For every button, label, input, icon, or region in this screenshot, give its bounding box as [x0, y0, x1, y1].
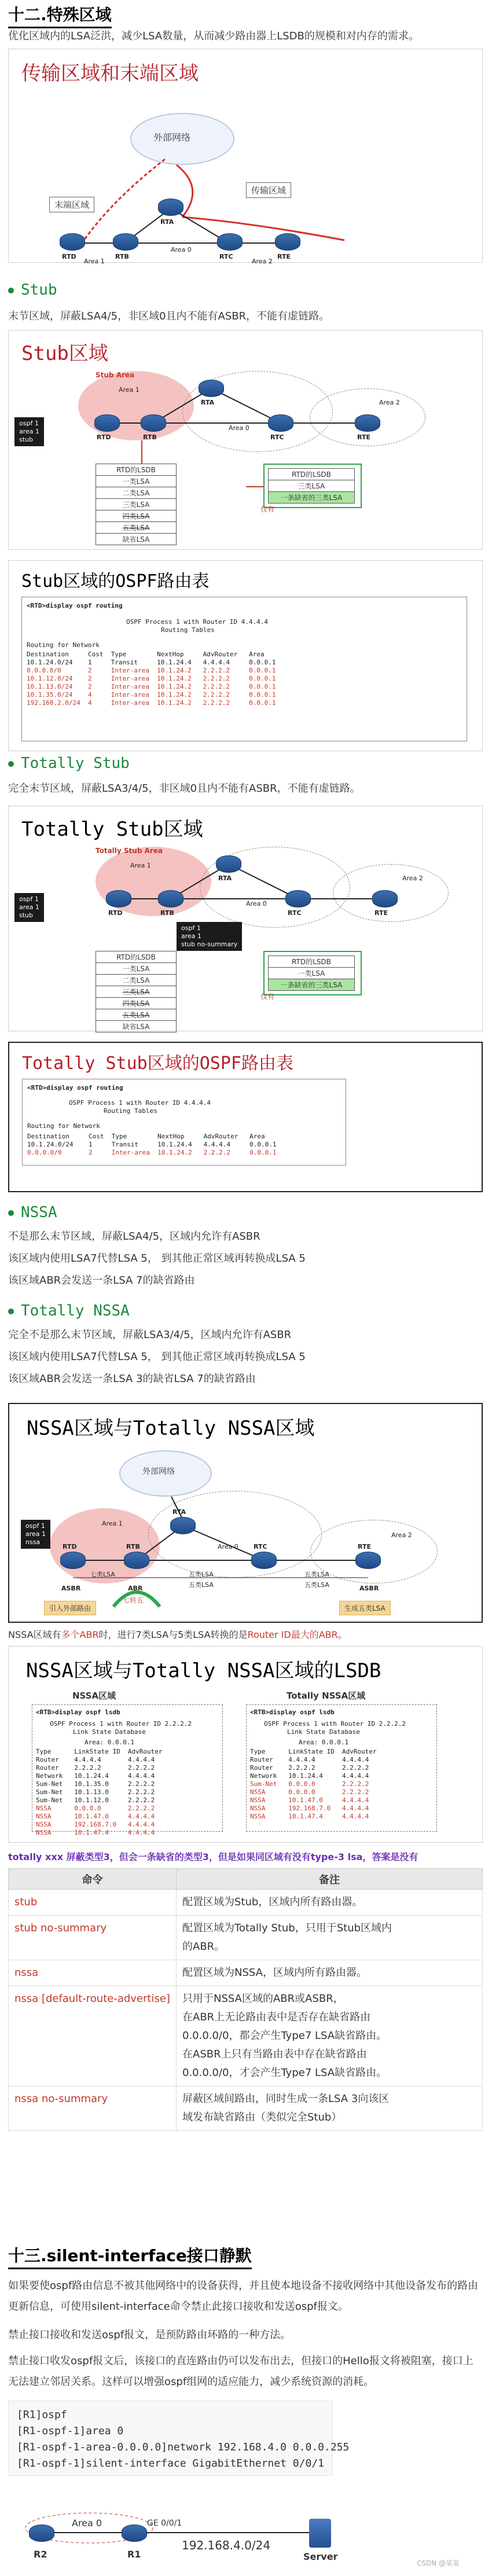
router-icon	[275, 233, 300, 251]
watermark: CSDN @某某	[417, 2559, 460, 2567]
area-label: Area 1	[84, 258, 105, 265]
routing-row: 0.0.0.0/0 2 Inter-area 10.1.24.2 2.2.2.2 0.0.0.1	[27, 1149, 288, 1156]
note-label: 仅有	[260, 993, 275, 1001]
lsdb-header-row: Type LinkState ID AdvRouter	[250, 1748, 381, 1755]
nssa-line: 该区域内使用LSA7代替LSA 5， 到其他正常区域再转换成LSA 5	[8, 1252, 306, 1265]
lsdb-row: 一类LSA	[269, 968, 355, 979]
note-cell: 只用于NSSA区域的ABR或ASBR， 在ABR上无论路由表中是否存在缺省路由 0.0.0.0/0，都会产生Type7 LSA缺省路由。 在ASBR上只有当路由表中存在缺省路由 0.0.0.0/0，才会产生Type7 LSA缺省路由。	[177, 1986, 483, 2086]
router-icon	[355, 1552, 381, 1569]
lsdb-after-box	[263, 951, 362, 995]
lsdb-row: NSSA 10.1.47.0 4.4.4.4	[250, 1796, 381, 1804]
router-label: RTB	[160, 909, 174, 917]
router-label: RTB	[126, 1543, 140, 1550]
silent-topology	[8, 2486, 379, 2573]
cmd-table	[8, 1868, 483, 2131]
lsdb-code-left: <RTB>display ospf lsdb OSPF Process 1 with Router ID 2.2.2.2 Link State Database Area: 0.0.0.1 Type LinkState ID AdvRouter Router 4.4.4.4 4.4.4.4 Router 2.2.2.2 2.2.2.2 Network 10.1.24.4 4.4.4.4 Sum-Net 10.1.35.0 2.2.2.2 Sum-Net 10.1.13.0 2.2.2.2 Sum-Net 10.1.12.0 2.2.2.2 NSSA 0.0.0.0 2.2.2.2 NSSA 10.1.47.0 4.4.4.4 NSSA 192.168.7.0 4.4.4.4 NSSA 10.1.47.4 4.4.4.4	[32, 1704, 223, 1832]
lsdb-row: 四类LSA	[96, 510, 177, 522]
config-box: ospf 1 area 1 stub	[14, 893, 44, 922]
lsdb-after-box	[263, 464, 362, 508]
area-label: Area 0	[246, 900, 267, 907]
lsdb-row: Router 4.4.4.4 4.4.4.4	[36, 1756, 167, 1763]
stub-diagram	[8, 330, 483, 550]
router-icon	[158, 890, 183, 907]
table-header: 命令	[9, 1869, 177, 1890]
lsdb-row: NSSA 192.168.7.0 4.4.4.4	[250, 1805, 381, 1812]
lsdb-row: Sum-Net 10.1.13.0 2.2.2.2	[36, 1788, 167, 1796]
routing-header-row: Destination Cost Type NextHop AdvRouter Area	[27, 1133, 288, 1140]
lsdb-row: 一类LSA	[96, 963, 177, 975]
router-label: RTA	[218, 874, 232, 882]
lsdb-row: NSSA 10.1.47.4 4.4.4.4	[36, 1829, 167, 1836]
router-icon	[268, 414, 293, 432]
stub-routing-slide	[8, 560, 483, 751]
router-label: RTB	[115, 253, 129, 260]
server-icon	[309, 2519, 331, 2548]
note-cell: 配置区域为Totally Stub，只用于Stub区域内 的ABR。	[177, 1916, 483, 1960]
lsdb-row: NSSA 10.1.47.4 4.4.4.4	[250, 1813, 381, 1820]
note-cell: 配置区域为NSSA，区域内所有路由器。	[177, 1960, 483, 1986]
totally-nssa-line: 该区域ABR会发送一条LSA 3的缺省LSA 7的缺省路由	[8, 1373, 256, 1385]
totally-stub-heading: Totally Stub	[8, 755, 130, 772]
diagram-title: NSSA区域与Totally NSSA区域	[27, 1417, 315, 1440]
node-label: R2	[34, 2549, 47, 2560]
lsdb-row: 缺省LSA	[96, 534, 177, 545]
area-label: Area 2	[391, 1531, 412, 1539]
area-label: Area 0	[171, 246, 192, 253]
router-label: RTD	[108, 909, 123, 917]
lsdb-row: Router 2.2.2.2 2.2.2.2	[250, 1764, 381, 1772]
router-icon	[122, 2524, 147, 2542]
totally-stub-diagram	[8, 806, 483, 1031]
router-label: RTC	[254, 1543, 267, 1550]
nssa-heading: NSSA	[8, 1204, 57, 1221]
routing-row: 10.1.13.0/24 2 Inter-area 10.1.24.2 2.2.2.2 0.0.0.1	[27, 683, 288, 690]
lsa-label: 五类LSA	[189, 1571, 214, 1578]
lsdb-row: NSSA 192.168.7.0 4.4.4.4	[36, 1821, 167, 1828]
table-row	[9, 1986, 483, 2086]
lsdb-title: RTD的LSDB	[96, 951, 177, 963]
lsa-label: 五类LSA	[304, 1571, 329, 1578]
area-label: Area 0	[229, 424, 249, 432]
lsdb-row: Router 2.2.2.2 2.2.2.2	[36, 1764, 167, 1772]
area-label: Area 2	[379, 399, 400, 406]
routing-row: 10.1.24.0/24 1 Transit 10.1.24.4 4.4.4.4 0.0.0.1	[27, 659, 288, 666]
lsdb-title: RTD的LSDB	[96, 464, 177, 476]
router-label: RTA	[201, 399, 215, 406]
diagram-title: 传输区域和末端区域	[21, 62, 199, 85]
nssa-lsdb-slide	[8, 1646, 483, 1843]
table-row	[9, 1916, 483, 1960]
area-label: Area 1	[119, 386, 139, 394]
lsdb-table-before	[96, 464, 177, 545]
lsdb-title: RTD的LSDB	[269, 469, 355, 480]
config-box: ospf 1 area 1 stub no-summary	[177, 922, 242, 951]
totally-stub-routing-slide	[8, 1042, 483, 1192]
area-tag: Totally Stub Area	[96, 847, 163, 855]
area-label: Area 1	[130, 862, 151, 869]
role-label: ASBR	[359, 1585, 379, 1592]
table-row	[9, 1960, 483, 1986]
topology-links	[9, 49, 483, 263]
right-tag: 生成五类LSA	[339, 1601, 391, 1615]
router-icon	[141, 414, 166, 432]
config-box: ospf 1 area 1 nssa	[21, 1520, 50, 1549]
cloud-label: 外部网络	[153, 132, 191, 143]
routing-code: <RTD>display ospf routing OSPF Process 1 with Router ID 4.4.4.4 Routing Tables Routing for Network Destination Cost Type NextHop AdvRouter Area 10.1.24.0/24 1 Transit 10.1.24.4 4.4.4.4 0.0.0.1 0.0.0.0/0 2 Inter-area 10.1.24.2 2.2.2.2 0.0.0.1	[22, 1079, 346, 1166]
nssa-diagram	[8, 1403, 483, 1623]
lsdb-row: Sum-Net 10.1.35.0 2.2.2.2	[36, 1780, 167, 1788]
router-icon	[158, 199, 183, 216]
cmd-cell: stub	[9, 1890, 177, 1916]
lsdb-header-row: Type LinkState ID AdvRouter	[36, 1748, 167, 1755]
node-label: Server	[303, 2551, 338, 2562]
config-code: [R1]ospf [R1-ospf-1]area 0 [R1-ospf-1-area-0.0.0.0]network 192.168.4.0 0.0.0.255 [R1-ospf-1]silent-interface GigabitEthernet 0/0/1	[8, 2401, 332, 2476]
bullet-icon	[8, 1309, 14, 1314]
totally-nssa-line: 该区域内使用LSA7代替LSA 5， 到其他正常区域再转换成LSA 5	[8, 1351, 306, 1363]
lsdb-row: 三类LSA	[96, 986, 177, 998]
topology-links	[9, 330, 483, 550]
router-label: RTB	[143, 433, 157, 441]
router-label: RTE	[357, 433, 370, 441]
bullet-icon	[8, 1210, 14, 1216]
bullet-icon	[8, 288, 14, 293]
routing-row: 10.1.24.0/24 1 Transit 10.1.24.4 4.4.4.4 0.0.0.1	[27, 1141, 288, 1148]
diagram-title: Stub区域	[21, 342, 108, 365]
slide-title: Stub区域的OSPF路由表	[21, 571, 210, 591]
stub-area-label: 末端区域	[49, 197, 94, 212]
router-icon	[94, 414, 120, 432]
lsdb-code-right: <RTB>display ospf lsdb OSPF Process 1 with Router ID 2.2.2.2 Link State Database Area: 0.0.0.1 Type LinkState ID AdvRouter Router 4.4.4.4 4.4.4.4 Router 2.2.2.2 2.2.2.2 Network 10.1.24.4 4.4.4.4 Sum-Net 0.0.0.0 2.2.2.2 NSSA 0.0.0.0 2.2.2.2 NSSA 10.1.47.0 4.4.4.4 NSSA 192.168.7.0 4.4.4.4 NSSA 10.1.47.4 4.4.4.4	[246, 1704, 437, 1832]
router-icon	[251, 1552, 277, 1569]
transit-stub-diagram	[8, 49, 483, 263]
stub-heading: Stub	[8, 281, 57, 299]
router-icon	[113, 233, 138, 251]
routing-row: 0.0.0.0/0 2 Inter-area 10.1.24.2 2.2.2.2 0.0.0.1	[27, 667, 288, 674]
routing-row: 192.168.2.0/24 4 Inter-area 10.1.24.2 2.2.2.2 0.0.0.1	[27, 699, 288, 707]
section-title: 十三.silent-interface接口静默	[8, 2246, 252, 2269]
area-label: Area 1	[102, 1520, 123, 1527]
lsdb-row: 三类LSA	[269, 480, 355, 492]
area-tag: Stub Area	[96, 371, 135, 379]
slide-title: NSSA区域与Totally NSSA区域的LSDB	[26, 1659, 381, 1682]
router-icon	[124, 1552, 149, 1569]
lsdb-row: Network 10.1.24.4 4.4.4.4	[36, 1772, 167, 1780]
role-label: ABR	[128, 1585, 143, 1592]
lsdb-row: NSSA 0.0.0.0 2.2.2.2	[36, 1805, 167, 1812]
lsa-label: 五类LSA	[189, 1581, 214, 1589]
left-tag: 引入外部路由	[44, 1601, 96, 1615]
nssa-line: 该区域ABR会发送一条LSA 7的缺省路由	[8, 1274, 195, 1287]
router-label: RTE	[374, 909, 388, 917]
router-label: RTD	[62, 253, 76, 260]
router-icon	[199, 380, 224, 397]
router-label: RTE	[358, 1543, 371, 1550]
router-label: RTA	[160, 218, 174, 226]
totally-nssa-heading: Totally NSSA	[8, 1302, 130, 1320]
diagram-title: Totally Stub区域	[21, 818, 203, 841]
area-label: Area 0	[218, 1543, 238, 1550]
routing-code: <RTD>display ospf routing OSPF Process 1 with Router ID 4.4.4.4 Routing Tables Routing for Network Destination Cost Type NextHop AdvRouter Area 10.1.24.0/24 1 Transit 10.1.24.4 4.4.4.4 0.0.0.1 0.0.0.0/0 2 Inter-area 10.1.24.2 2.2.2.2 0.0.0.1 10.1.12.0/24 2 Inter-area 10.1.24.2 2.2.2.2 0.0.0.1 10.1.13.0/24 2 Inter-area 10.1.24.2 2.2.2.2 0.0.0.1 10.1.35.0/24 4 Inter-area 10.1.24.2 2.2.2.2 0.0.0.1 192.168.2.0/24 4 Inter-area 10.1.24.2 2.2.2.2 0.0.0.1	[21, 597, 467, 741]
transit-area-label: 传输区域	[246, 182, 291, 198]
note-label: 仅有	[260, 505, 275, 513]
node-label: R1	[127, 2549, 141, 2560]
bullet-icon	[8, 761, 14, 767]
router-label: RTC	[270, 433, 284, 441]
section13-para: 禁止接口接收和发送ospf报文，是预防路由环路的一种方法。	[8, 2329, 291, 2341]
arrow-label: 七转五	[123, 1596, 144, 1604]
nssa-caption: NSSA区域有多个ABR时，进行7类LSA与5类LSA转换的是Router ID最大的ABR。	[8, 1629, 347, 1640]
area-label: Area 2	[402, 874, 423, 882]
role-label: ASBR	[61, 1585, 81, 1592]
router-label: RTC	[219, 253, 233, 260]
router-icon	[372, 890, 398, 907]
router-icon	[60, 233, 85, 251]
router-label: RTA	[172, 1508, 186, 1516]
lsdb-row: 四类LSA	[96, 998, 177, 1009]
slide-title: Totally Stub区域的OSPF路由表	[22, 1053, 293, 1074]
router-icon	[29, 2524, 54, 2542]
router-icon	[106, 890, 131, 907]
cloud-label: 外部网络	[142, 1467, 175, 1476]
topology-links	[9, 806, 483, 1032]
lsdb-table-after	[268, 468, 355, 504]
lsdb-row: 五类LSA	[96, 522, 177, 534]
lsdb-row: 三类LSA	[96, 499, 177, 510]
note-cell: 配置区域为Stub，区域内所有路由器。	[177, 1890, 483, 1916]
cmd-cell: nssa [default-route-advertise]	[9, 1986, 177, 2086]
left-title: NSSA区域	[72, 1691, 116, 1701]
routing-row: 10.1.35.0/24 4 Inter-area 10.1.24.2 2.2.2.2 0.0.0.1	[27, 691, 288, 699]
section13-para: 如果要使ospf路由信息不被其他网络中的设备获得，并且使本地设备不接收网络中其他设备发布的路由更新信息，可使用silent-interface命令禁止此接口接收和发送ospf报文。	[8, 2280, 479, 2313]
right-title: Totally NSSA区域	[287, 1691, 366, 1701]
lsdb-row: NSSA 0.0.0.0 2.2.2.2	[250, 1788, 381, 1796]
lsdb-row: 一条缺省的三类LSA	[269, 492, 355, 504]
lsdb-row: 一类LSA	[96, 476, 177, 487]
section-intro: 优化区域内的LSA泛洪，减少LSA数量，从而减少路由器上LSDB的规模和对内存的需求。	[8, 30, 419, 42]
router-icon	[285, 890, 311, 907]
lsdb-table-after	[268, 956, 355, 991]
lsa-label: 七类LSA	[90, 1571, 115, 1578]
cmd-cell: nssa	[9, 1960, 177, 1986]
cmd-table-note: totally xxx 屏蔽类型3，但会一条缺省的类型3，但是如果同区域有没有type-3 lsa，答案是没有	[8, 1851, 418, 1862]
router-icon	[217, 233, 243, 251]
lsdb-row: 一条缺省的三类LSA	[269, 979, 355, 991]
routing-row: 10.1.12.0/24 2 Inter-area 10.1.24.2 2.2.2.2 0.0.0.1	[27, 675, 288, 682]
cmd-cell: stub no-summary	[9, 1916, 177, 1960]
router-icon	[355, 414, 380, 432]
totally-nssa-line: 完全不是那么末节区域，屏蔽LSA3/4/5，区域内允许有ASBR	[8, 1329, 292, 1341]
lsa-label: 五类LSA	[304, 1581, 329, 1589]
area-label: Area 2	[252, 258, 273, 265]
router-label: RTC	[288, 909, 302, 917]
router-icon	[170, 1517, 196, 1534]
config-box: ospf 1 area 1 stub	[14, 417, 44, 446]
routing-header-row: Destination Cost Type NextHop AdvRouter Area	[27, 651, 288, 658]
lsdb-row: Sum-Net 0.0.0.0 2.2.2.2	[250, 1780, 381, 1788]
router-label: RTE	[277, 253, 291, 260]
stub-desc: 末节区域，屏蔽LSA4/5，非区域0且内不能有ASBR，不能有虚链路。	[8, 310, 330, 322]
iface-label: GE 0/0/1	[147, 2519, 182, 2528]
section-title: 十二.特殊区域	[8, 5, 112, 28]
lsdb-row: NSSA 10.1.47.0 4.4.4.4	[36, 1813, 167, 1820]
lsdb-row: Router 4.4.4.4 4.4.4.4	[250, 1756, 381, 1763]
lsdb-title: RTD的LSDB	[269, 956, 355, 968]
totally-stub-desc: 完全末节区域，屏蔽LSA3/4/5，非区域0且内不能有ASBR，不能有虚链路。	[8, 782, 361, 795]
router-icon	[60, 1552, 86, 1569]
cmd-cell: nssa no-summary	[9, 2086, 177, 2131]
lsdb-row: Sum-Net 10.1.12.0 2.2.2.2	[36, 1796, 167, 1804]
lsdb-row: Network 10.1.24.4 4.4.4.4	[250, 1772, 381, 1780]
table-row	[9, 1890, 483, 1916]
lsdb-row: 缺省LSA	[96, 1021, 177, 1032]
lsdb-row: 二类LSA	[96, 487, 177, 499]
router-label: RTD	[97, 433, 111, 441]
lsdb-row: 二类LSA	[96, 975, 177, 986]
lsdb-table-before	[96, 951, 177, 1032]
area-label: Area 0	[72, 2518, 102, 2529]
net-label: 192.168.4.0/24	[182, 2538, 271, 2552]
note-cell: 屏蔽区域间路由，同时生成一条LSA 3向该区 域发布缺省路由（类似完全Stub）	[177, 2086, 483, 2131]
lsdb-row: 五类LSA	[96, 1009, 177, 1021]
router-icon	[216, 855, 241, 873]
nssa-line: 不是那么末节区域，屏蔽LSA4/5，区域内允许有ASBR	[8, 1230, 260, 1243]
section13-para: 禁止接口收发ospf报文后，该接口的直连路由仍可以发布出去，但接口的Hello报文将被阻塞，接口上无法建立邻居关系。这样可以增强ospf组网的适应能力，减少系统资源的消耗。	[8, 2355, 473, 2388]
table-header: 备注	[177, 1869, 483, 1890]
router-label: RTD	[63, 1543, 77, 1550]
table-row	[9, 2086, 483, 2131]
